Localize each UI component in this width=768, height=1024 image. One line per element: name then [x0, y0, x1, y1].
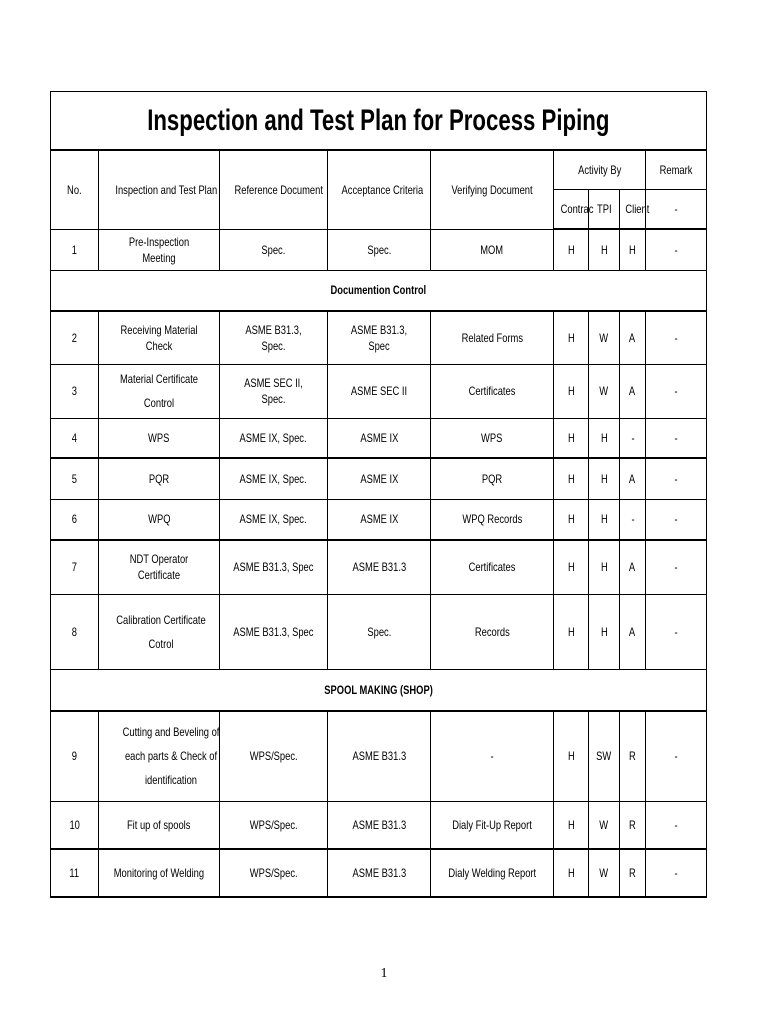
cell-plan: Calibration Certificate Cotrol: [99, 594, 220, 669]
table-row: [51, 711, 707, 801]
cell-no: 1: [51, 229, 99, 270]
table-row: [51, 418, 707, 458]
cell-tpi: H: [589, 594, 620, 669]
table-row: [51, 364, 707, 418]
cell-remark: -: [646, 801, 707, 849]
cell-acceptance: ASME B31.3: [328, 849, 431, 897]
cell-client: R: [620, 801, 646, 849]
cell-client: A: [620, 364, 646, 418]
cell-remark: -: [646, 499, 707, 540]
cell-client: A: [620, 540, 646, 594]
cell-contractor: H: [554, 540, 589, 594]
cell-verifying: WPQ Records: [431, 499, 554, 540]
cell-remark: -: [646, 540, 707, 594]
cell-tpi: W: [589, 311, 620, 364]
cell-reference: ASME IX, Spec.: [220, 458, 328, 499]
cell-plan: Pre-Inspection Meeting: [99, 229, 220, 270]
cell-remark: -: [646, 711, 707, 801]
cell-tpi: H: [589, 499, 620, 540]
cell-contractor: H: [554, 499, 589, 540]
header-acceptance: Acceptance Criteria: [328, 150, 431, 229]
cell-client: R: [620, 849, 646, 897]
cell-plan: NDT Operator Certificate: [99, 540, 220, 594]
cell-reference: Spec.: [220, 229, 328, 270]
cell-tpi: SW: [589, 711, 620, 801]
cell-tpi: H: [589, 540, 620, 594]
table-row: [51, 499, 707, 540]
cell-reference: ASME B31.3, Spec.: [220, 311, 328, 364]
cell-plan: WPQ: [99, 499, 220, 540]
header-no: No.: [51, 150, 99, 229]
table-row: [51, 594, 707, 669]
cell-client: -: [620, 499, 646, 540]
cell-verifying: -: [431, 711, 554, 801]
cell-acceptance: ASME SEC II: [328, 364, 431, 418]
cell-plan: Material Certificate Control: [99, 364, 220, 418]
cell-client: R: [620, 711, 646, 801]
table-row: [51, 229, 707, 270]
cell-remark: -: [646, 594, 707, 669]
cell-client: A: [620, 311, 646, 364]
cell-plan: WPS: [99, 418, 220, 458]
page-number: 1: [380, 966, 388, 981]
cell-verifying: Certificates: [431, 364, 554, 418]
cell-client: -: [620, 418, 646, 458]
cell-contractor: H: [554, 364, 589, 418]
cell-contractor: H: [554, 711, 589, 801]
table-row: [51, 540, 707, 594]
table-row: [51, 849, 707, 897]
table-row: [51, 801, 707, 849]
cell-tpi: W: [589, 849, 620, 897]
cell-remark: -: [646, 311, 707, 364]
cell-tpi: H: [589, 418, 620, 458]
cell-plan: PQR: [99, 458, 220, 499]
cell-reference: WPS/Spec.: [220, 849, 328, 897]
cell-verifying: MOM: [431, 229, 554, 270]
cell-acceptance: ASME IX: [328, 499, 431, 540]
document-title: Inspection and Test Plan for Process Piping: [51, 92, 707, 151]
table-row: [51, 311, 707, 364]
cell-client: A: [620, 458, 646, 499]
section-spool-making: SPOOL MAKING (SHOP): [51, 669, 707, 711]
cell-acceptance: ASME B31.3: [328, 801, 431, 849]
cell-plan: Receiving Material Check: [99, 311, 220, 364]
cell-plan: Fit up of spools: [99, 801, 220, 849]
cell-client: H: [620, 229, 646, 270]
cell-contractor: H: [554, 594, 589, 669]
cell-reference: ASME SEC II, Spec.: [220, 364, 328, 418]
cell-no: 3: [51, 364, 99, 418]
cell-acceptance: Spec.: [328, 594, 431, 669]
header-verifying: Verifying Document: [431, 150, 554, 229]
cell-reference: ASME B31.3, Spec: [220, 540, 328, 594]
cell-contractor: H: [554, 849, 589, 897]
cell-no: 6: [51, 499, 99, 540]
cell-reference: WPS/Spec.: [220, 801, 328, 849]
cell-no: 9: [51, 711, 99, 801]
header-contractor: Contrac: [554, 189, 589, 229]
cell-no: 8: [51, 594, 99, 669]
cell-acceptance: ASME B31.3: [328, 711, 431, 801]
cell-verifying: WPS: [431, 418, 554, 458]
cell-no: 7: [51, 540, 99, 594]
header-reference: Reference Document: [220, 150, 328, 229]
cell-no: 4: [51, 418, 99, 458]
header-client: Client: [620, 189, 646, 229]
cell-tpi: W: [589, 364, 620, 418]
cell-acceptance: ASME B31.3: [328, 540, 431, 594]
cell-plan: Monitoring of Welding: [99, 849, 220, 897]
cell-verifying: Certificates: [431, 540, 554, 594]
cell-acceptance: ASME B31.3, Spec: [328, 311, 431, 364]
cell-remark: -: [646, 364, 707, 418]
cell-acceptance: ASME IX: [328, 418, 431, 458]
cell-remark: -: [646, 458, 707, 499]
cell-contractor: H: [554, 458, 589, 499]
cell-no: 10: [51, 801, 99, 849]
cell-verifying: Records: [431, 594, 554, 669]
cell-plan: Cutting and Beveling of each parts & Check of identification: [99, 711, 220, 801]
header-plan: Inspection and Test Plan: [99, 150, 220, 229]
cell-tpi: W: [589, 801, 620, 849]
cell-acceptance: ASME IX: [328, 458, 431, 499]
cell-reference: ASME IX, Spec.: [220, 499, 328, 540]
cell-client: A: [620, 594, 646, 669]
cell-contractor: H: [554, 418, 589, 458]
cell-tpi: H: [589, 229, 620, 270]
table-row: [51, 458, 707, 499]
cell-verifying: Dialy Welding Report: [431, 849, 554, 897]
cell-acceptance: Spec.: [328, 229, 431, 270]
cell-no: 5: [51, 458, 99, 499]
cell-remark: -: [646, 418, 707, 458]
cell-no: 2: [51, 311, 99, 364]
cell-contractor: H: [554, 311, 589, 364]
cell-reference: ASME IX, Spec.: [220, 418, 328, 458]
header-tpi: TPI: [589, 189, 620, 229]
cell-no: 11: [51, 849, 99, 897]
cell-verifying: PQR: [431, 458, 554, 499]
cell-remark: -: [646, 849, 707, 897]
itp-table: [50, 91, 707, 898]
cell-contractor: H: [554, 229, 589, 270]
cell-reference: WPS/Spec.: [220, 711, 328, 801]
header-activity-by: Activity By: [554, 150, 646, 189]
cell-contractor: H: [554, 801, 589, 849]
cell-tpi: H: [589, 458, 620, 499]
section-documentation: Documention Control: [51, 270, 707, 311]
header-remark: Remark: [646, 150, 707, 189]
cell-reference: ASME B31.3, Spec: [220, 594, 328, 669]
cell-remark: -: [646, 229, 707, 270]
cell-verifying: Related Forms: [431, 311, 554, 364]
header-remark-sub: -: [646, 189, 707, 229]
cell-verifying: Dialy Fit-Up Report: [431, 801, 554, 849]
